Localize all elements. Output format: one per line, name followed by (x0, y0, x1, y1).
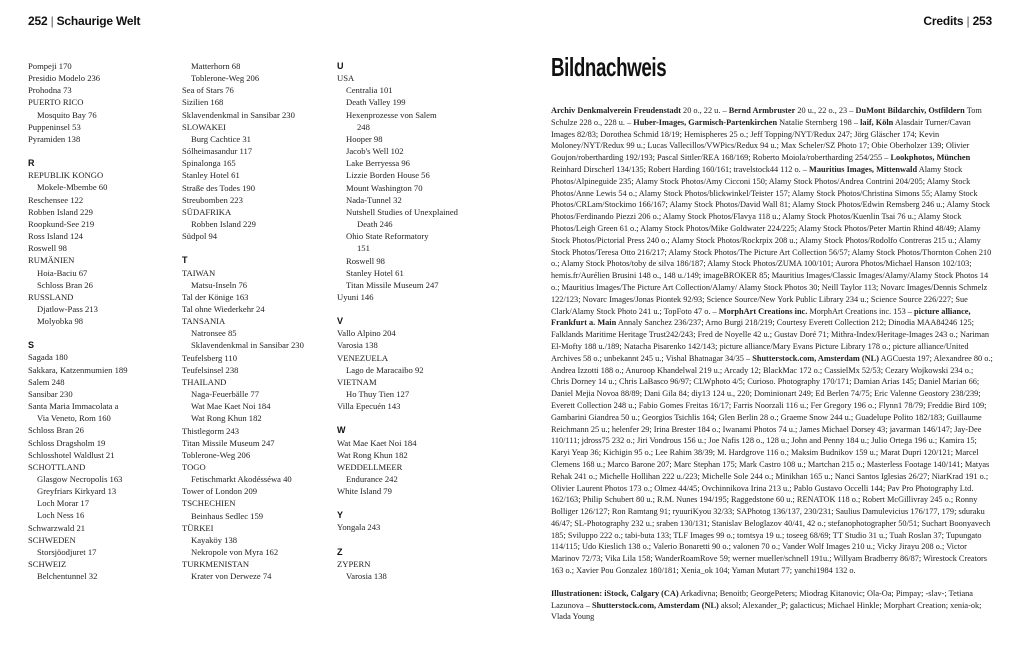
index-entry: Titan Missile Museum 247 (182, 437, 275, 448)
credit-source-name: Mauritius Images, Mittenwald (809, 164, 918, 174)
index-entry: Stanley Hotel 61 (346, 267, 404, 278)
index-spacer (337, 534, 507, 546)
index-entry: Burg Cachtice 31 (191, 133, 251, 144)
index-entry: Loch Morar 17 (37, 498, 90, 509)
credit-text: Alamy Stock Photos/Alpineguide 235; Alamy Stock Photos/Amy Cicconi 150; Alamy Stock Photos/Andrea Contrini 204/205; Alamy Stock Photos/Anne Lewis 54 o.; Alamy Stock Photos/blickwinkel/Teister 157; Alamy Stock Photos/Christina Simons 55; Alamy Stock Photos/CRLam/Stockimo 166/167; Alamy Stock Photos/David Wall 81; Alamy Stock Photos/Edwin Remsberg 246 u.; Alamy Stock Photos/Ferdinando Piezzi 206 o.; Alamy Stock Photos/Flavya 118 u.; Alamy Stock Photos/Kuenlin Tsai 76 u.; Alamy Stock Photos/Leigh Green 61 o.; Alamy Stock Photos/Mike Goldwater 224/225; Alamy Stock Photos/Peter Martin Rhind 48/49; Alamy Stock Photos/Pictorial Press 240 o.; Alamy Stock Photos/Rockrpix 208 u.; Alamy Stock Photos/Rodolfo Contreras 215 u.; Alamy Stock Photos/Teresa Otto 216/217; Alamy Stock Photos/The Picture Art Collection 56/57; Alamy Stock Photos/Thornton Cohen 210 o.; Alamy Stock Photos/toby de silva 186/187; Alamy Stock Photos/ZUMA 100/101; Aurora Photos/Michael Hanson 102/103; hemis.fr/Aurélien Brusini 148 o., 148 u./149; imageBROKER 85; Mauritius Images/Classic Images/Alamy/Alamy Stock Photos 14 o.; Mauritius Images/The Picture Art Collection/Alamy/ Alamy Stock Photos 30; Neill Taylor 113; Novarc Images/Dennis Schmelz 122/123; Novarc Images/Jonas Piontek 92/93; Science Source/New York Public Library 234 u.; Science Source 226/227; Sue Clark/Alamy Stock Photo 241 u.; TopFoto 47 o. – (551, 164, 992, 316)
index-entry: TÜRKEI (182, 522, 214, 533)
running-header-left (28, 14, 140, 28)
index-column-3 (337, 60, 507, 582)
index-entry: Jacob's Well 102 (346, 146, 404, 157)
index-letter-heading: U (337, 61, 344, 71)
index-entry: SÜDAFRIKA (182, 206, 232, 217)
index-entry: Djatlow-Pass 213 (37, 303, 98, 314)
index-entry: SCHOTTLAND (28, 461, 86, 472)
index-entry: Matsu-Inseln 76 (191, 279, 248, 290)
index-spacer (337, 497, 507, 509)
index-entry: Sklavendenkmal in Sansibar 230 (182, 109, 295, 120)
index-entry: Teufelsberg 110 (182, 352, 238, 363)
index-entry: Thistlegorm 243 (182, 425, 240, 436)
index-entry: 248 (357, 121, 370, 132)
index-entry: Storsjöodjuret 17 (37, 546, 97, 557)
credit-text: Tom Schulze 228 o., 228 u. – (551, 106, 982, 127)
credit-text: MorphArt Creations inc. 153 – (807, 306, 915, 316)
index-entry: Ohio State Reformatory (346, 231, 429, 242)
index-entry: Salem 248 (28, 376, 65, 387)
index-entry: Straße des Todes 190 (182, 182, 255, 193)
index-entry: REPUBLIK KONGO (28, 170, 104, 181)
index-spacer (28, 145, 178, 157)
credits-title: Bildnachweis (551, 52, 667, 82)
index-entry: Molyobka 98 (37, 316, 84, 327)
index-entry: Endurance 242 (346, 474, 398, 484)
credit-text: Natalie Sternberg 198 – (777, 117, 861, 127)
index-spacer (337, 303, 507, 315)
index-entry: Schloss Bran 26 (28, 425, 84, 436)
index-entry: SLOWAKEI (182, 121, 226, 132)
index-entry: Mount Washington 70 (346, 182, 423, 193)
index-entry: Puppeninsel 53 (28, 121, 81, 132)
index-entry: Schlosshotel Waldlust 21 (28, 449, 115, 460)
index-entry: Beinhaus Sedlec 159 (191, 510, 264, 521)
index-entry: TURKMENISTAN (182, 559, 250, 570)
index-entry: Tal ohne Wiederkehr 24 (182, 303, 265, 314)
index-entry: Wat Rong Khun 182 (191, 413, 262, 424)
index-entry: Lake Berryessa 96 (346, 158, 410, 169)
index-entry: Ross Island 124 (28, 231, 83, 242)
index-entry: Sklavendenkmal in Sansibar 230 (191, 340, 304, 351)
index-entry: THAILAND (182, 376, 227, 387)
credit-source-name: Huber-Images, Garmisch-Partenkirchen (633, 117, 778, 127)
index-entry: Fetischmarkt Akodésséwa 40 (191, 474, 292, 485)
credit-text: AGCuesta 197; Alexandree 80 o.; Andrea Izzotti 188 o.; Anuroop Khandelwal 219 u.; Arcady 12; BlackMac 172 o.; CassielMx 52/53; Cezary Wojkowski 234 o.; Chris Dorney 14 u.; Chris LaBasco 96/97; CLWphoto 4/5; Curioso. Photography 170/171; Damian Arias 145; Daniel Marian 66; Daniel Mejia Novoa 88/89; Dani Gila 84; diy13 124 u., 220; Dominionart 249; Ed Berlen 74/75; Eric Valenne Geostory 238/239; Everett Collection 248 u.; Fabio Gomes Freitas 16/17; Farris Noorzali 116 u.; Fer Gregory 196 o.; Flynn1 78/79; Freddie Bird 109; Gambarini Giandrea 50 u.; Georgios Tsichlis 164; Glen Berlin 28 o.; Graeme Snow 244 u.; Guadelupe Polito 182/183; Guillaume Reichmann 25 u.; helenfer 29; Irina Brester 184 o.; Iwanami Photos 74 u.; James Michael Dorsey 43; javarman 146/147; Jay-Dee 110/111; jdross75 232 o.; Jiri Vondrous 156 u.; Joe Nafis 128 o., 128 u.; John and Penny 184 u.; Julio Ortega 196 u.; Kamira 15; Karyi Yeap 36; Kichigin 95 o.; Lee Rahim 38/39; M. Hardgrove 116 o.; Maksim Budnikov 159 u.; Marat Dupri 120/121; Marcel Clemens 168 u.; Marco Barone 207; Marc Stephan 175; Mark Castro 108 u.; Martchan 215 o.; Masterless Footage 140/141; Matyas Rehak 241 o.; Michelle Hollihan 222 u./223; Michelle Sole 244 o.; Minikhan 165 u.; Nanci Santos Iglesias 26/27; NiarKrad 191 o.; Olivier Laurent Photos 173 o.; Olmez 44/45; Ovchinnikova Irina 213 u.; Pablo Gustavo Occelli 144; Pav Pro Photography Ltd. 162/163; Philip Schubert 80 u.; R.M. Nunes 194/195; Raggedstone 60 u.; RENATOK 118 o.; Robert McGillivray 245 o.; Ronny Bolliger 126/127; Ron Ramtang 91; ryuuriKyou 32/33; SAPhotog 136/137, 230/231; Saulius Damulevicius 176/177, 179; sduraku 46/47; SL-Photography 232 u.; sraben 130/131; Stanislav Beloglazov 40/41, 42 o.; stefanophotographer 50/51; Suchart Boonyavech 185; Sviluppo 222 o.; tabi-buta 133; TLF Images 99 o.; tomtsya 19 u.; toseeg 68/69; TT Studio 31 u.; Tuah Roslan 37; Tupungato 114/115; Udo Kieslich 138 o.; Valerio Bonaretti 90 o.; valonen 70 o.; Vander Wolf Images 210 u.; Vicky Jirayu 208 o.; Victor Marinov 72/73; Vika Lila 158; WanderRoamRove 59; werner mueller/schnell 191u.; Willyam Bradberry 86/87; Wirestock Creators 163 o.; Xavier Pou Gonzalez 180/181; Xenia_ok 104; Yaman Mutart 77; yanchi1984 132 o. (551, 353, 993, 576)
credit-text: Reinhard Dirscherl 134/135; Robert Harding 160/161; travelstock44 112 o. – (551, 164, 810, 174)
index-entry: WEDDELLMEER (337, 461, 403, 472)
index-entry: Varosia 138 (337, 340, 378, 351)
index-entry: White Island 79 (337, 486, 392, 497)
index-entry: TSCHECHIEN (182, 498, 236, 509)
index-letter-heading: W (337, 425, 346, 436)
index-entry: Varosia 138 (346, 570, 387, 581)
credit-source-name: laif, Köln (860, 117, 894, 127)
photo-credits-paragraph (551, 105, 993, 577)
index-entry: Schloss Dragsholm 19 (28, 437, 106, 448)
index-entry: Pyramiden 138 (28, 133, 81, 144)
index-entry: SCHWEIZ (28, 559, 67, 570)
index-entry: USA (337, 73, 355, 84)
index-entry: Yongala 243 (337, 522, 381, 533)
index-entry: VIETNAM (337, 376, 377, 387)
index-entry: Natronsee 85 (191, 328, 237, 339)
credit-text: aksol; Alexander_P; galacticus; Michael Hinkle; Morphart Creation; xenia-ok; Vlada Young (551, 600, 982, 622)
index-entry: Roopkund-See 219 (28, 218, 95, 229)
index-entry: Sizilien 168 (182, 97, 224, 108)
index-entry: Greyfriars Kirkyard 13 (37, 486, 117, 497)
index-entry: Sakkara, Katzenmumien 189 (28, 364, 128, 375)
index-letter-heading: S (28, 340, 35, 351)
index-entry: PUERTO RICO (28, 97, 84, 108)
index-entry: TOGO (182, 462, 206, 472)
index-entry: Sansibar 230 (28, 388, 73, 399)
index-entry: Nutshell Studies of Unexplained (346, 206, 458, 217)
credit-text: Annaly Sanchez 236/237; Arno Burgi 218/219; Courtesy Everett Collection 212; Dinodia MAA84246 125; Falklands Maritime Heritage Trust242/243; Fred de Noyelle 42 u.; Gustav Doré 71; Mithra-Index/Heritage-Images 243 o.; Nariman El-Mofty 188 u./189; Natacha Pisarenko 142/143; picture alliance/Mary Evans Picture Library 178 o.; picture alliance/United Archives 58 o.; unbekannt 245 u.; Vishal Bhatnagar 34/35 – (551, 318, 990, 363)
illustration-credits-paragraph (551, 588, 993, 623)
index-entry: Matterhorn 68 (191, 61, 241, 71)
index-letter-heading: Z (337, 546, 343, 557)
credit-text: 20 u., 22 o., 23 – (795, 106, 856, 115)
index-letter-heading: T (182, 255, 188, 266)
index-entry: Hooper 98 (346, 133, 383, 144)
index-entry: TANSANIA (182, 316, 226, 327)
index-entry: Lago de Maracaibo 92 (346, 364, 424, 375)
index-column-2 (182, 60, 334, 583)
index-entry: Roswell 98 (28, 243, 67, 254)
index-entry: Nekropole von Myra 162 (191, 547, 279, 558)
index-spacer (182, 242, 334, 254)
page-number-left: 252 (28, 14, 48, 28)
credit-source-name: picture alliance, Frankfurt a. Main (551, 306, 971, 328)
index-column-1 (28, 60, 178, 582)
index-entry: Villa Epecuén 143 (337, 401, 401, 412)
index-entry: Centralia 101 (346, 85, 393, 96)
index-spacer (337, 412, 507, 424)
index-entry: Streubomben 223 (182, 194, 243, 205)
credit-text: Alasdair Turner/Cavan Images 82/83; Dorothea Schmid 18/19; Hemispheres 25 o.; Jeff Topping/NYT/Redux 247; Jörg Gläscher 174; Kevin Moloney/NYT/Redux 99 u.; Lucas Vallecillos/VWPics/Redux 94 u.; Max Scheler/SZ Photo 17; Obie Oberholzer 139; Olivier Goujon/robertharding 192/193; Pascal Sittler/REA 168/169; Roberto Moiola/robertharding 254/255 – (551, 117, 971, 163)
index-entry: Toblerone-Weg 206 (182, 449, 251, 460)
index-entry: Titan Missile Museum 247 (346, 279, 439, 290)
index-entry: Vallo Alpino 204 (337, 328, 396, 339)
index-entry: Ho Thuy Tien 127 (346, 389, 410, 400)
index-entry: Glasgow Necropolis 163 (37, 474, 123, 484)
index-entry: Uyuni 146 (337, 291, 374, 302)
index-letter-heading: V (337, 316, 344, 327)
index-entry: Schloss Bran 26 (37, 279, 93, 290)
index-entry: Spinalonga 165 (182, 158, 236, 169)
chapter-title-right: Credits (923, 14, 964, 28)
index-entry: Teufelsinsel 238 (182, 364, 239, 375)
index-entry: Schwarzwald 21 (28, 522, 86, 533)
index-entry: Reschensee 122 (28, 194, 84, 205)
credit-text: Arkadivna; Benoitb; GeorgePeters; Miodrag Kitanovic; Ola-Oa; Pimpay; -slav-; Tetiana Lazunova – (551, 588, 973, 610)
index-entry: Stanley Hotel 61 (182, 170, 240, 181)
index-entry: Pompeji 170 (28, 61, 72, 71)
index-entry: SCHWEDEN (28, 534, 76, 545)
credit-source-name: Shutterstock.com, Amsterdam (NL) (592, 600, 719, 610)
index-entry: Sagada 180 (28, 352, 68, 363)
credit-source-name: DuMont Bildarchiv, Ostfildern (855, 106, 965, 115)
index-letter-heading: R (28, 158, 35, 169)
index-entry: Robben Island 229 (28, 206, 93, 217)
index-entry: Hoia-Baciu 67 (37, 267, 88, 278)
index-entry: Südpol 94 (182, 231, 218, 242)
index-entry: Krater von Derweze 74 (191, 571, 272, 582)
chapter-title-left: Schaurige Welt (56, 14, 141, 28)
header-separator-left: | (50, 14, 54, 28)
credit-source-name: Bernd Armbruster (728, 106, 796, 115)
credit-source-name: Illustrationen: iStock, Calgary (CA) (551, 588, 679, 598)
index-entry: Roswell 98 (346, 255, 385, 266)
index-entry: Mokele-Mbembe 60 (37, 182, 108, 193)
index-entry: Tal der Könige 163 (182, 291, 249, 302)
index-entry: Naga-Feuerbälle 77 (191, 389, 260, 400)
index-entry: Death Valley 199 (346, 97, 406, 108)
index-entry: Santa Maria Immacolata a (28, 401, 119, 412)
index-entry: VENEZUELA (337, 352, 389, 363)
index-entry: Sea of Stars 76 (182, 85, 234, 96)
index-entry: RUMÄNIEN (28, 255, 75, 266)
index-entry: Toblerone-Weg 206 (191, 73, 260, 84)
index-entry: Wat Mae Kaet Noi 184 (191, 401, 271, 412)
running-header-right (923, 14, 992, 28)
credit-source-name: Lookphotos, München (890, 153, 971, 163)
header-separator-right: | (966, 14, 970, 28)
credit-source-name: Archiv Denkmalverein Freudenstadt (551, 106, 681, 115)
index-entry: Death 246 (357, 219, 393, 230)
credit-source-name: MorphArt Creations inc. (718, 306, 808, 316)
index-entry: Nada-Tunnel 32 (346, 194, 402, 205)
index-entry: Wat Rong Khun 182 (337, 449, 408, 460)
index-spacer (28, 327, 178, 339)
index-entry: Wat Mae Kaet Noi 184 (337, 437, 417, 448)
index-entry: Tower of London 209 (182, 486, 258, 497)
index-entry: RUSSLAND (28, 291, 74, 302)
index-entry: Via Veneto, Rom 160 (37, 413, 111, 424)
credits-body (551, 105, 993, 634)
credit-source-name: Shutterstock.com, Amsterdam (NL) (752, 353, 879, 363)
index-entry: Presidio Modelo 236 (28, 73, 101, 84)
index-entry: TAIWAN (182, 267, 216, 278)
index-entry: ZYPERN (337, 558, 371, 569)
index-entry: Loch Ness 16 (37, 510, 85, 521)
index-entry: Kayaköy 138 (191, 534, 238, 545)
index-entry: Robben Island 229 (191, 219, 256, 230)
index-entry: Sólheimasandur 117 (182, 146, 253, 157)
index-entry: Lizzie Borden House 56 (346, 170, 430, 181)
credit-text: 20 o., 22 u. – (680, 106, 729, 115)
index-entry: Hexenprozesse von Salem (346, 109, 437, 120)
index-entry: Mosquito Bay 76 (37, 109, 97, 120)
page-number-right: 253 (972, 14, 992, 28)
index-entry: 151 (357, 243, 370, 254)
index-letter-heading: Y (337, 510, 344, 521)
index-entry: Belchentunnel 32 (37, 571, 98, 582)
index-entry: Prohodna 73 (28, 85, 72, 96)
